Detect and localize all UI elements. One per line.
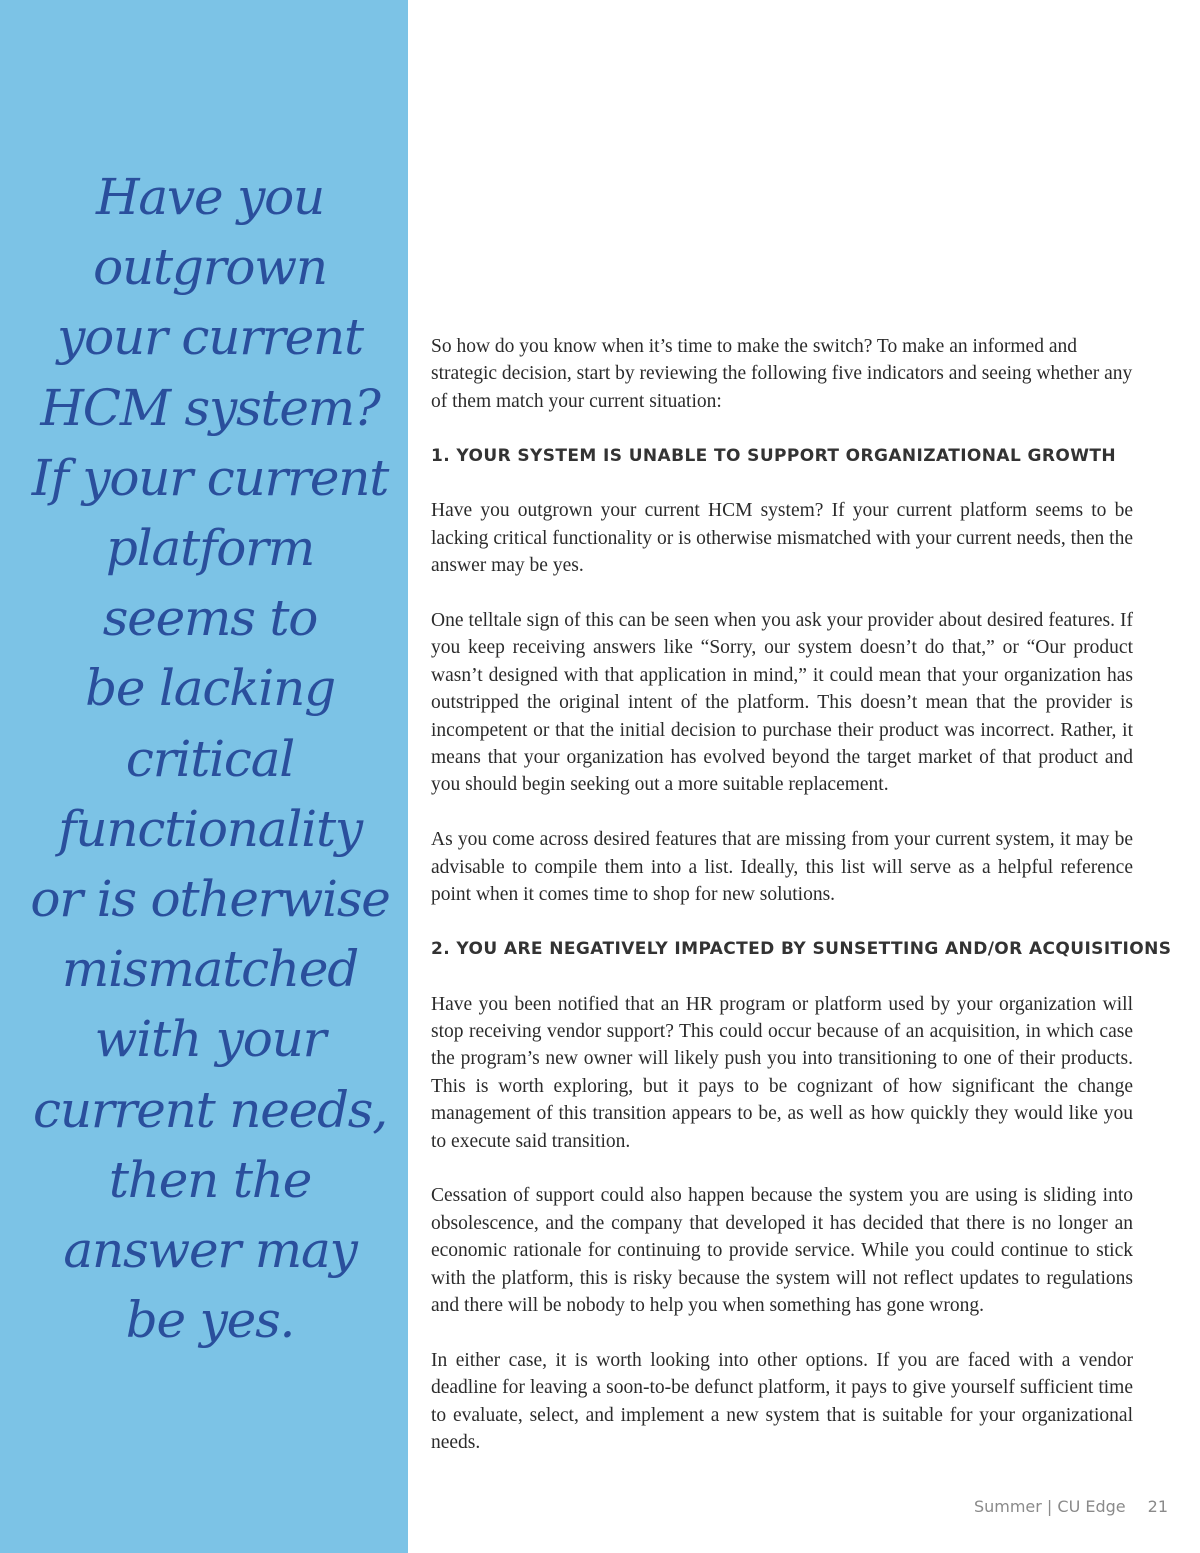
pull-quote-line: your current [57,308,363,367]
page-number: 21 [1147,1497,1168,1516]
pull-quote-line: then the [108,1150,312,1209]
pull-quote-line: answer may [63,1221,357,1280]
pull-quote-line: Have you [95,168,325,226]
body-paragraph: Have you been notified that an HR program or platform used by your organization will stop receiving vendor support? This could occur because of an acquisition, in which case the program’s new owner will likely push you into transitioning to one of their products. This is worth exploring, but it pays to be cognizant of how significant the change management of this transition appears to be, as well as how quickly they would like you to execute said transition. [431,993,1133,1152]
page-footer [974,1497,1168,1516]
pull-quote-line: seems to [102,589,318,648]
pull-quote-line: mismatched [61,940,359,999]
intro-paragraph: So how do you know when it’s time to make the switch? To make an informed and strategic decision, start by reviewing the following five indicators and seeing whether any of them match your current situation: [431,336,1133,412]
section-heading: 1. YOUR SYSTEM IS UNABLE TO SUPPORT ORGANIZATIONAL GROWTH [431,445,1116,466]
pull-quote-line: HCM system? [40,378,380,437]
pull-quote-line: be yes. [125,1291,295,1350]
pull-quote-line: platform [105,519,315,578]
pull-quote [20,162,400,1355]
publication-name: Summer | CU Edge [973,1497,1126,1516]
pull-quote-sidebar [0,0,408,1553]
body-paragraph: As you come across desired features that are missing from your current system, it may be advisable to compile them into a list. Ideally, this list will serve as a helpful reference point when it comes time to shop for new solutions. [431,829,1133,906]
pull-quote-line: outgrown [93,238,327,297]
pull-quote-line: be lacking [85,659,335,718]
article-body [431,333,1172,1484]
body-paragraph: Cessation of support could also happen because the system you are using is sliding into obsolescence, and the company that developed it has decided that there is no longer an economic rationale for continuing to provide service. While you could continue to stick with the platform, this is risky because the system will not reflect updates to regulations and there will be nobody to help you when something has gone wrong. [431,1185,1133,1317]
pull-quote-line: with your [94,1010,326,1069]
body-paragraph: Have you outgrown your current HCM system? If your current platform seems to be lacking critical functionality or is otherwise mismatched with your current needs, then the answer may be yes. [431,500,1133,577]
pull-quote-line: functionality [58,799,362,858]
pull-quote-line: or is otherwise [30,870,390,929]
section-heading: 2. YOU ARE NEGATIVELY IMPACTED BY SUNSETTING AND/OR ACQUISITIONS [431,938,1172,959]
pull-quote-line: current needs, [33,1080,387,1139]
body-paragraph: In either case, it is worth looking into other options. If you are faced with a vendor deadline for leaving a soon-to-be defunct platform, it pays to give yourself sufficient time to evaluate, select, and implement a new system that is suitable for your organizational needs. [431,1349,1133,1454]
pull-quote-line: critical [125,729,295,788]
pull-quote-line: If your current [31,448,389,507]
body-paragraph: One telltale sign of this can be seen when you ask your provider about desired features. If you keep receiving answers like “Sorry, our system doesn’t do that,” or “Our product wasn’t designed with that application in mind,” it could mean that your organization has outstripped the original intent of the platform. This doesn’t mean that the provider is incompetent or that the initial decision to purchase their product was incorrect. Rather, it means that your organization has evolved beyond the target market of that product and you should begin seeking out a more suitable replacement. [431,610,1133,796]
